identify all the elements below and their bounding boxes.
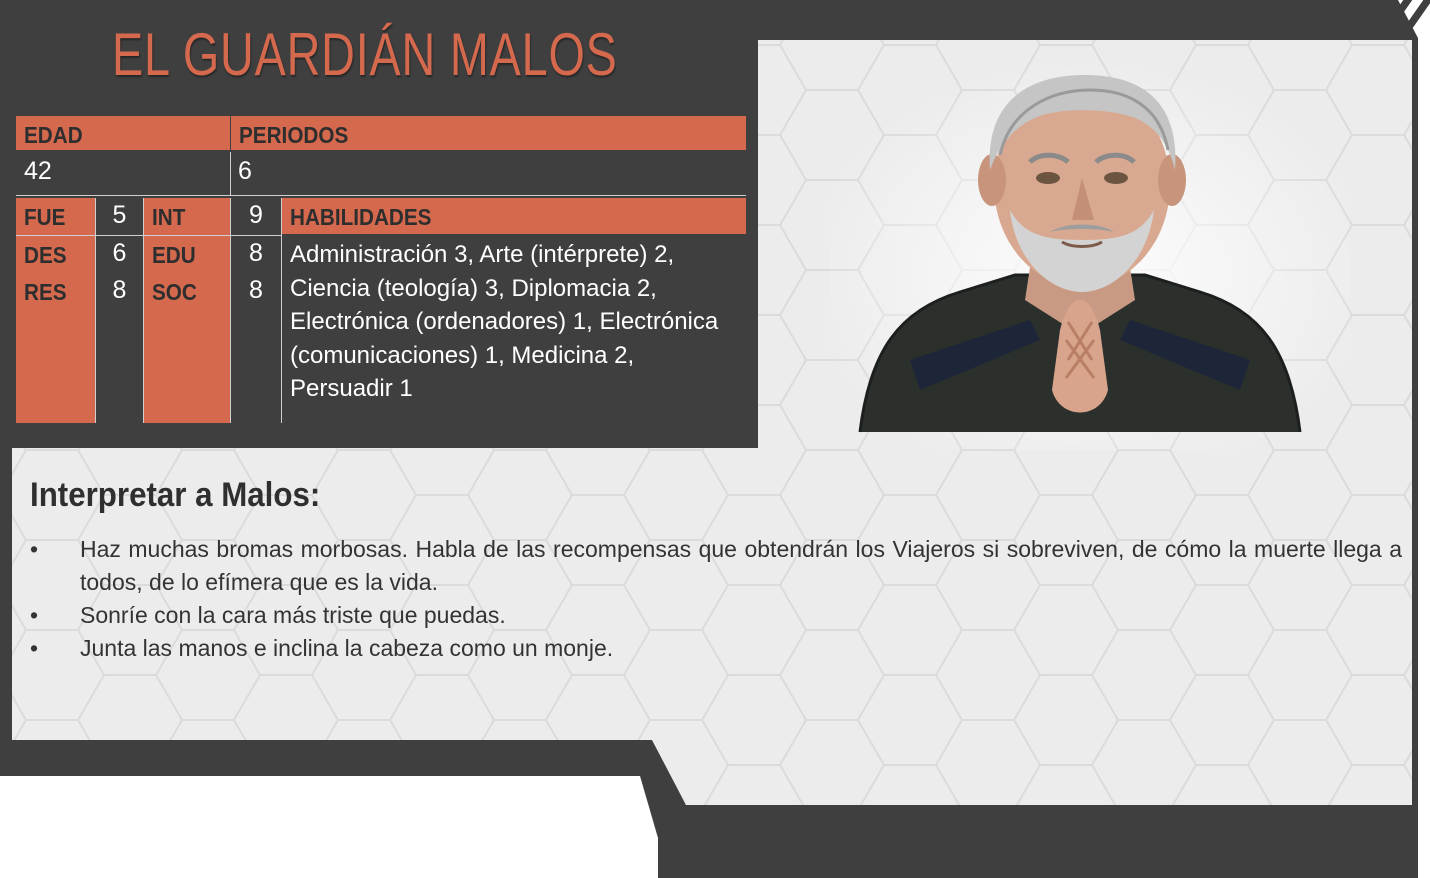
character-title: EL GUARDIÁN MALOS — [112, 21, 618, 88]
table-divider — [281, 198, 282, 423]
stat-value-int: 9 — [249, 201, 263, 229]
stat-label-fue: FUE — [24, 204, 66, 230]
list-item: • Haz muchas bromas morbosas. Habla de las recompensas que obtendrán los Viajeros si sobreviven, de cómo la muerte llega a todos, de lo efímera que es la vida. — [30, 533, 1402, 599]
stat-label-des: DES — [24, 242, 67, 268]
list-item: • Sonríe con la cara más triste que puedas. — [30, 599, 1402, 632]
roleplay-heading: Interpretar a Malos: — [30, 476, 321, 514]
age-header: EDAD — [16, 116, 230, 150]
periods-header: PERIODOS — [231, 116, 746, 150]
stat-label-soc: SOC — [152, 279, 197, 305]
stat-label-column-1 — [16, 198, 95, 423]
list-item: • Junta las manos e inclina la cabeza como un monje. — [30, 632, 1402, 665]
table-divider — [143, 198, 144, 423]
stat-value-des: 6 — [112, 239, 127, 267]
stat-label-edu: EDU — [152, 242, 196, 268]
age-value: 42 — [24, 157, 52, 185]
skills-header: HABILIDADES — [282, 198, 746, 234]
bullet-icon: • — [30, 602, 39, 628]
stat-value-edu: 8 — [249, 239, 263, 267]
dark-frame-right — [1412, 40, 1418, 878]
skills-list: Administración 3, Arte (intérprete) 2, Ciencia (teología) 3, Diplomacia 2, Electrónica (ordenadores) 1, Electrónica (comunicaciones) 1, Medicina 2, Persuadir 1 — [290, 241, 719, 402]
periods-value: 6 — [238, 157, 252, 185]
stat-value-soc: 8 — [249, 276, 263, 304]
dark-frame-left-edge — [0, 448, 12, 740]
table-divider — [230, 198, 231, 423]
bullet-icon: • — [30, 635, 39, 661]
stat-label-res: RES — [24, 279, 67, 305]
bullet-icon: • — [30, 536, 39, 562]
table-divider — [16, 195, 746, 196]
stat-value-fue: 5 — [112, 201, 127, 229]
stat-label-column-2 — [144, 198, 230, 423]
table-divider — [95, 198, 96, 423]
stat-value-res: 8 — [112, 276, 127, 304]
table-divider — [230, 152, 231, 195]
portrait-image — [850, 60, 1310, 440]
stat-label-int: INT — [152, 204, 186, 230]
dark-frame-bottom — [0, 740, 672, 776]
roleplay-bullet-list — [30, 533, 1402, 665]
